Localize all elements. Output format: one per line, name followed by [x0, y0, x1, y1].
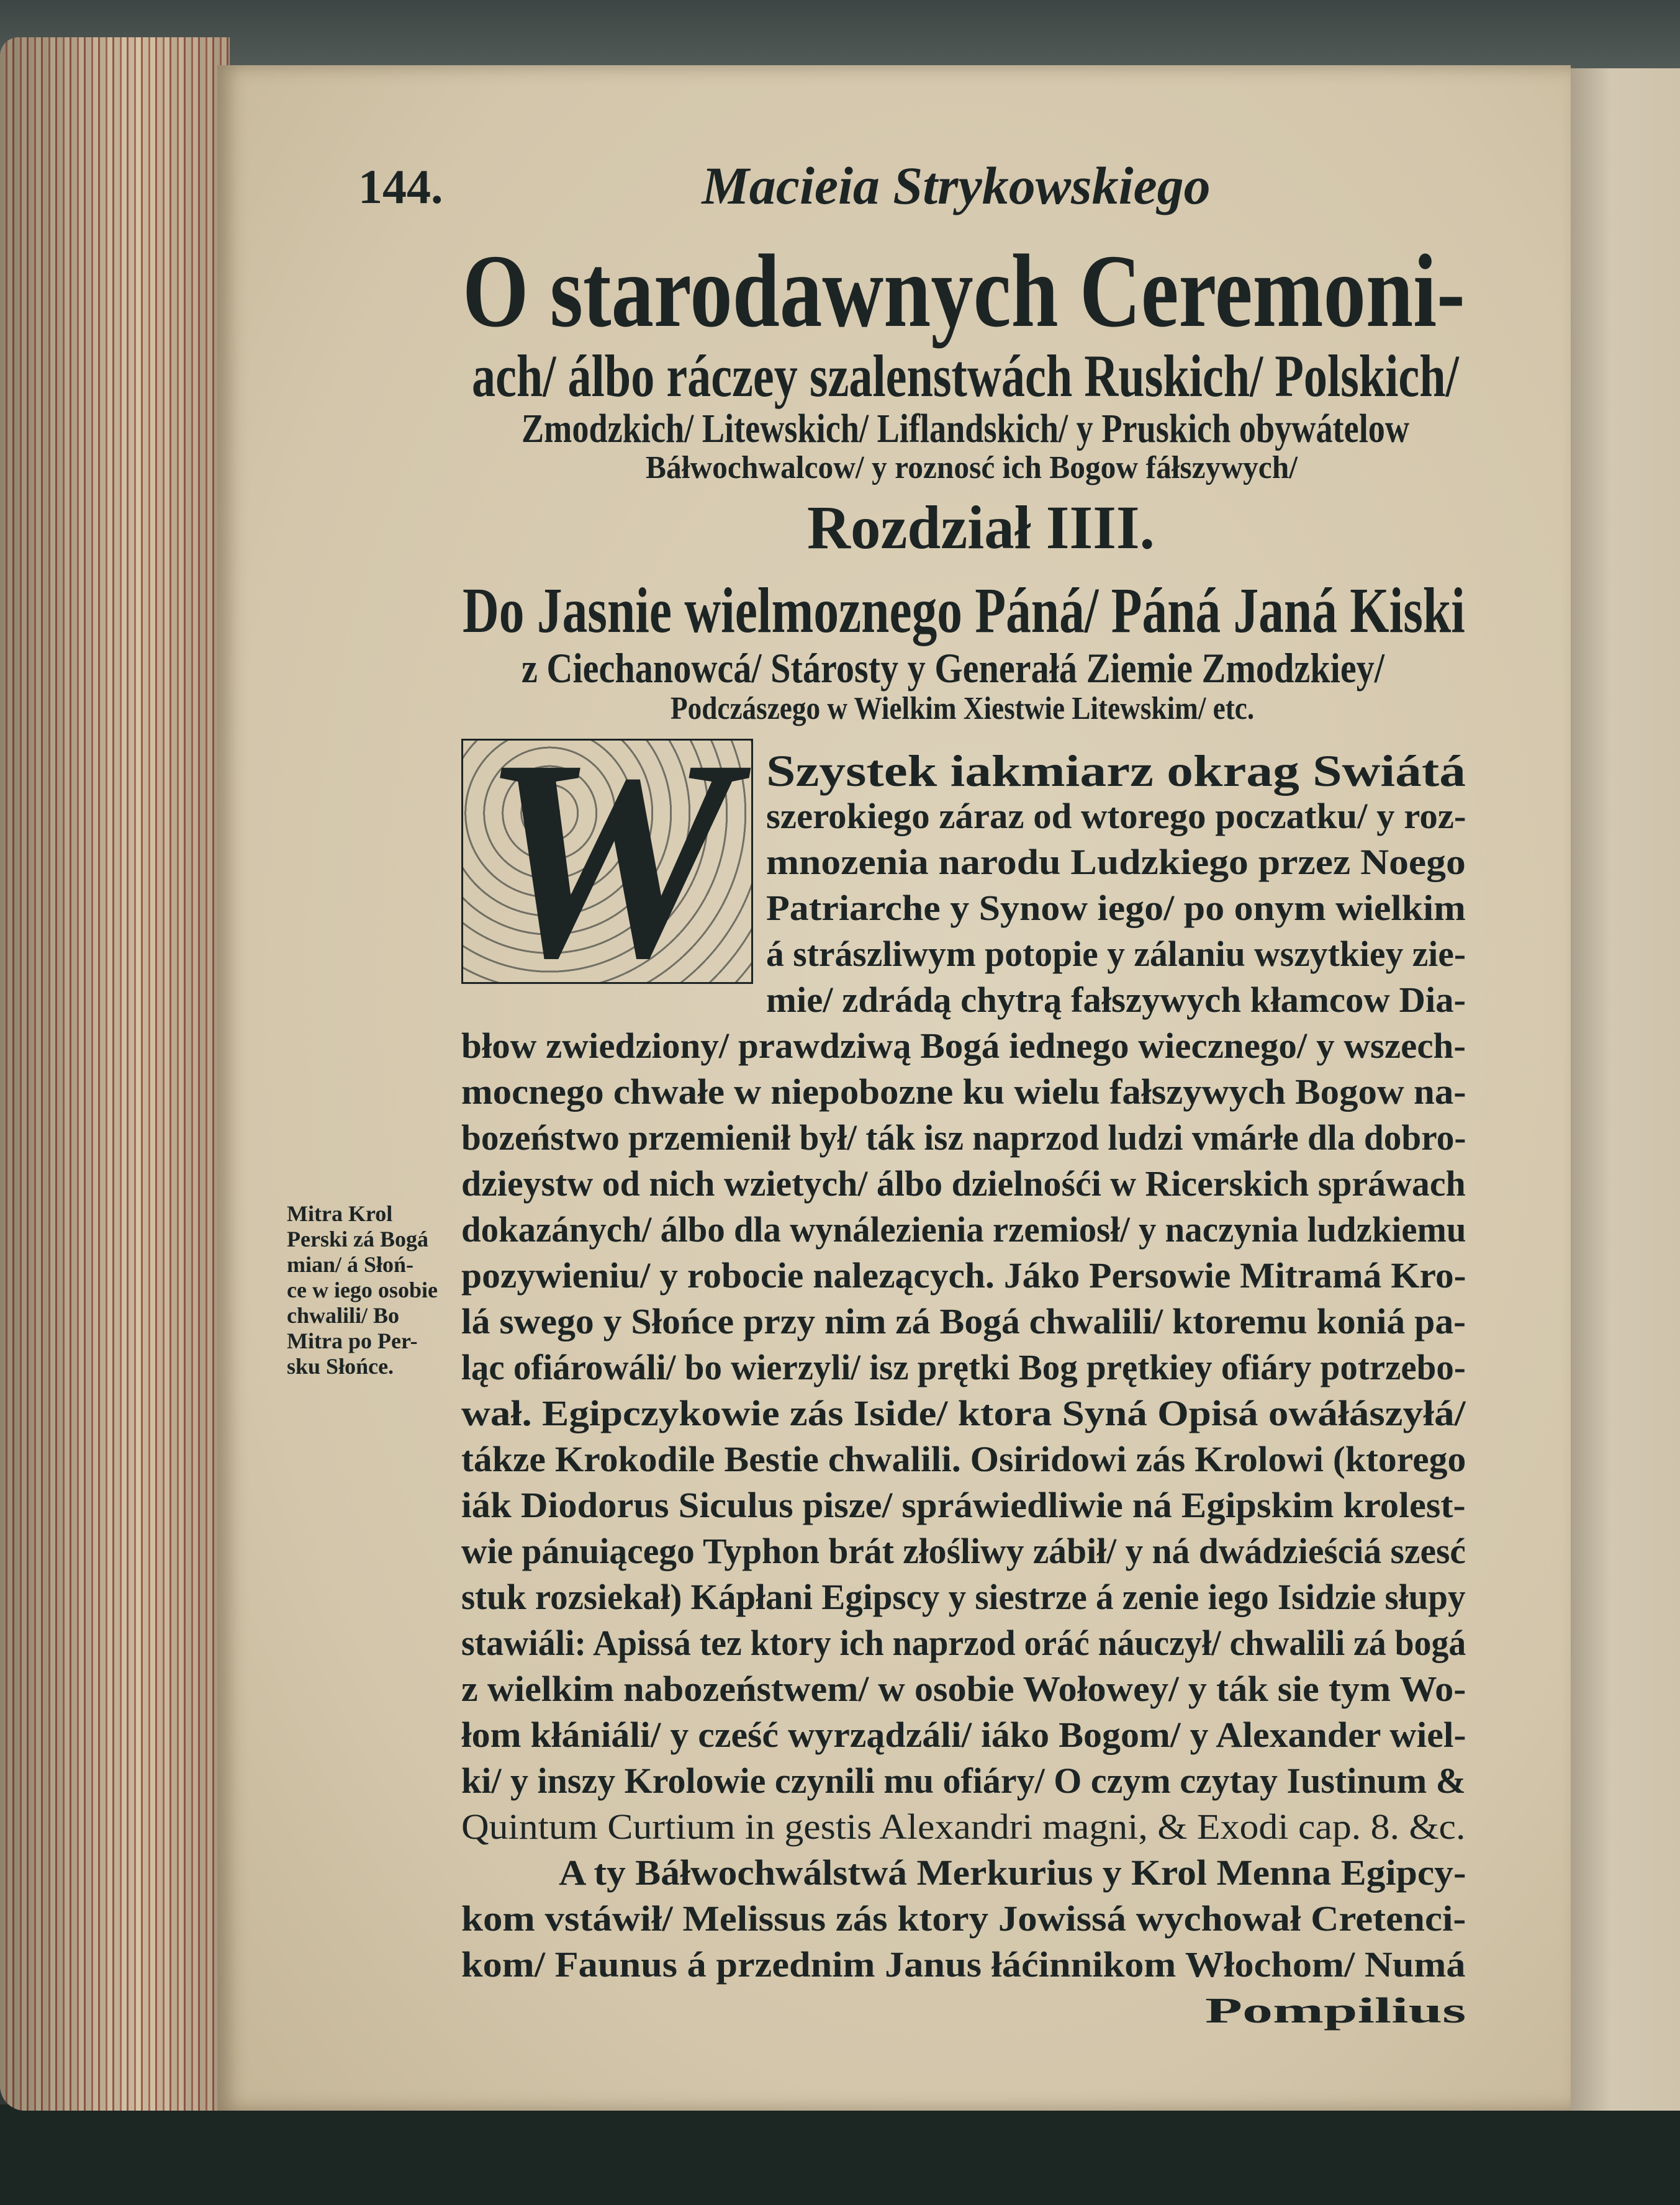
body-line: Patriarche y Synow iego/ po onym wielkim [766, 888, 1466, 928]
marginal-note-line: Mitra Krol [287, 1201, 393, 1226]
drop-cap-letter: W [480, 739, 734, 984]
marginal-note-line: mian/ á Słoń- [287, 1252, 414, 1277]
body-line: stuk rozsiekał) Kápłani Egipscy y siestrze á zenie iego Isidzie słupy [461, 1577, 1466, 1617]
page-stack-shadow [0, 37, 230, 2111]
body-line: pozywieniu/ y robocie nalezących. Jáko Persowie Mitramá Kro- [461, 1255, 1466, 1296]
body-line: mocnego chwałe w niepobozne ku wielu fałszywych Bogow na- [461, 1071, 1466, 1112]
body-line: błow zwiedziony/ prawdziwą Bogá iednego wiecznego/ y wszech- [461, 1026, 1466, 1066]
dedication-line-3: Podczászego w Wielkim Xiestwie Litewskim/ etc. [671, 691, 1255, 726]
body-line: łom kłániáli/ y cześć wyrządzáli/ iáko Bogom/ y Alexander wiel- [461, 1715, 1466, 1755]
body-line: iák Diodorus Siculus pisze/ spráwiedliwie ná Egipskim krolest- [461, 1485, 1466, 1525]
body-line: lá swego y Słońce przy nim zá Bogá chwalili/ ktoremu koniá pa- [461, 1301, 1466, 1341]
body-line: stawiáli: Apissá tez ktory ich naprzod oráć náuczył/ chwalili zá bogá [461, 1623, 1466, 1663]
body-line: wał. Egipczykowie zás Iside/ ktora Syná Opisá owáłászyłá/ [461, 1393, 1466, 1433]
marginal-note-line: Mitra po Per- [287, 1328, 418, 1353]
page-number: 144. [358, 160, 443, 214]
marginal-note-line: sku Słońce. [287, 1354, 394, 1379]
marginal-note-line: Perski zá Bogá [287, 1227, 428, 1251]
body-line: kom vstáwił/ Melissus zás ktory Jowissá wychował Cretenci- [461, 1898, 1466, 1939]
body-line: Szystek iakmiarz okrag Swiátá [766, 746, 1466, 796]
body-line: Pompilius [1205, 1990, 1466, 2031]
body-line: mie/ zdrádą chytrą fałszywych kłamcow Dia- [766, 980, 1466, 1020]
body-line: wie pánuiącego Typhon brát złośliwy zábił/ y ná dwádzieściá szesć [461, 1531, 1466, 1571]
dedication-line-1: Do Jasnie wielmoznego Páná/ Páná Janá Kiski [463, 575, 1465, 646]
title-line-1: O starodawnych Ceremoni- [463, 233, 1465, 349]
body-line: dokazánych/ álbo dla wynálezienia rzemiosł/ y naczynia ludzkiemu [461, 1209, 1466, 1250]
body-line: ląc ofiárowáli/ bo wierzyli/ isz prętki Bog prętkiey ofiáry potrzebo- [461, 1347, 1466, 1387]
body-line: A ty Báłwochwálstwá Merkurius y Krol Menna Egipcy- [559, 1852, 1466, 1893]
facing-page-edge [1565, 68, 1680, 2111]
chapter-heading: Rozdział IIII. [807, 493, 1155, 562]
ornamental-drop-cap [461, 739, 753, 984]
body-line: dzieystw od nich wzietych/ álbo dzielnośći w Ricerskich spráwach [461, 1163, 1466, 1204]
body-line: szerokiego záraz od wtorego poczatku/ y roz- [766, 796, 1466, 836]
dedication-line-2: z Ciechanowcá/ Stárosty y Generałá Ziemie Zmodzkiey/ [522, 644, 1384, 692]
background-bottom [0, 2104, 1680, 2205]
marginal-note [287, 1201, 451, 1379]
title-line-3: Zmodzkich/ Litewskich/ Liflandskich/ y Pruskich obywátelow [522, 406, 1410, 451]
title-line-2: ach/ álbo ráczey szalenstwách Ruskich/ Polskich/ [472, 343, 1459, 409]
marginal-note-line: chwalili/ Bo [287, 1303, 400, 1328]
body-line: Quintum Curtium in gestis Alexandri magni, & Exodi cap. 8. &c. [461, 1806, 1466, 1847]
body-line: tákze Krokodile Bestie chwalili. Osiridowi zás Krolowi (ktorego [461, 1439, 1466, 1479]
running-head: Macieia Strykowskiego [702, 156, 1211, 215]
marginal-note-line: ce w iego osobie [287, 1278, 438, 1302]
body-line: mnozenia narodu Ludzkiego przez Noego [766, 842, 1466, 882]
body-line: bozeństwo przemienił był/ ták isz naprzod ludzi vmárłe dla dobro- [461, 1117, 1466, 1158]
body-line: z wielkim nabozeństwem/ w osobie Wołowey/ y ták sie tym Wo- [461, 1669, 1466, 1709]
title-line-4: Báłwochwalcow/ y roznosć ich Bogow fáłszywych/ [646, 450, 1298, 485]
body-line: á strászliwym potopie y zálaniu wszytkiey zie- [766, 934, 1466, 974]
body-line: ki/ y inszy Krolowie czynili mu ofiáry/ O czym czytay Iustinum & [461, 1761, 1466, 1801]
body-line: kom/ Faunus á przednim Janus łáćinnikom Włochom/ Numá [461, 1944, 1466, 1985]
